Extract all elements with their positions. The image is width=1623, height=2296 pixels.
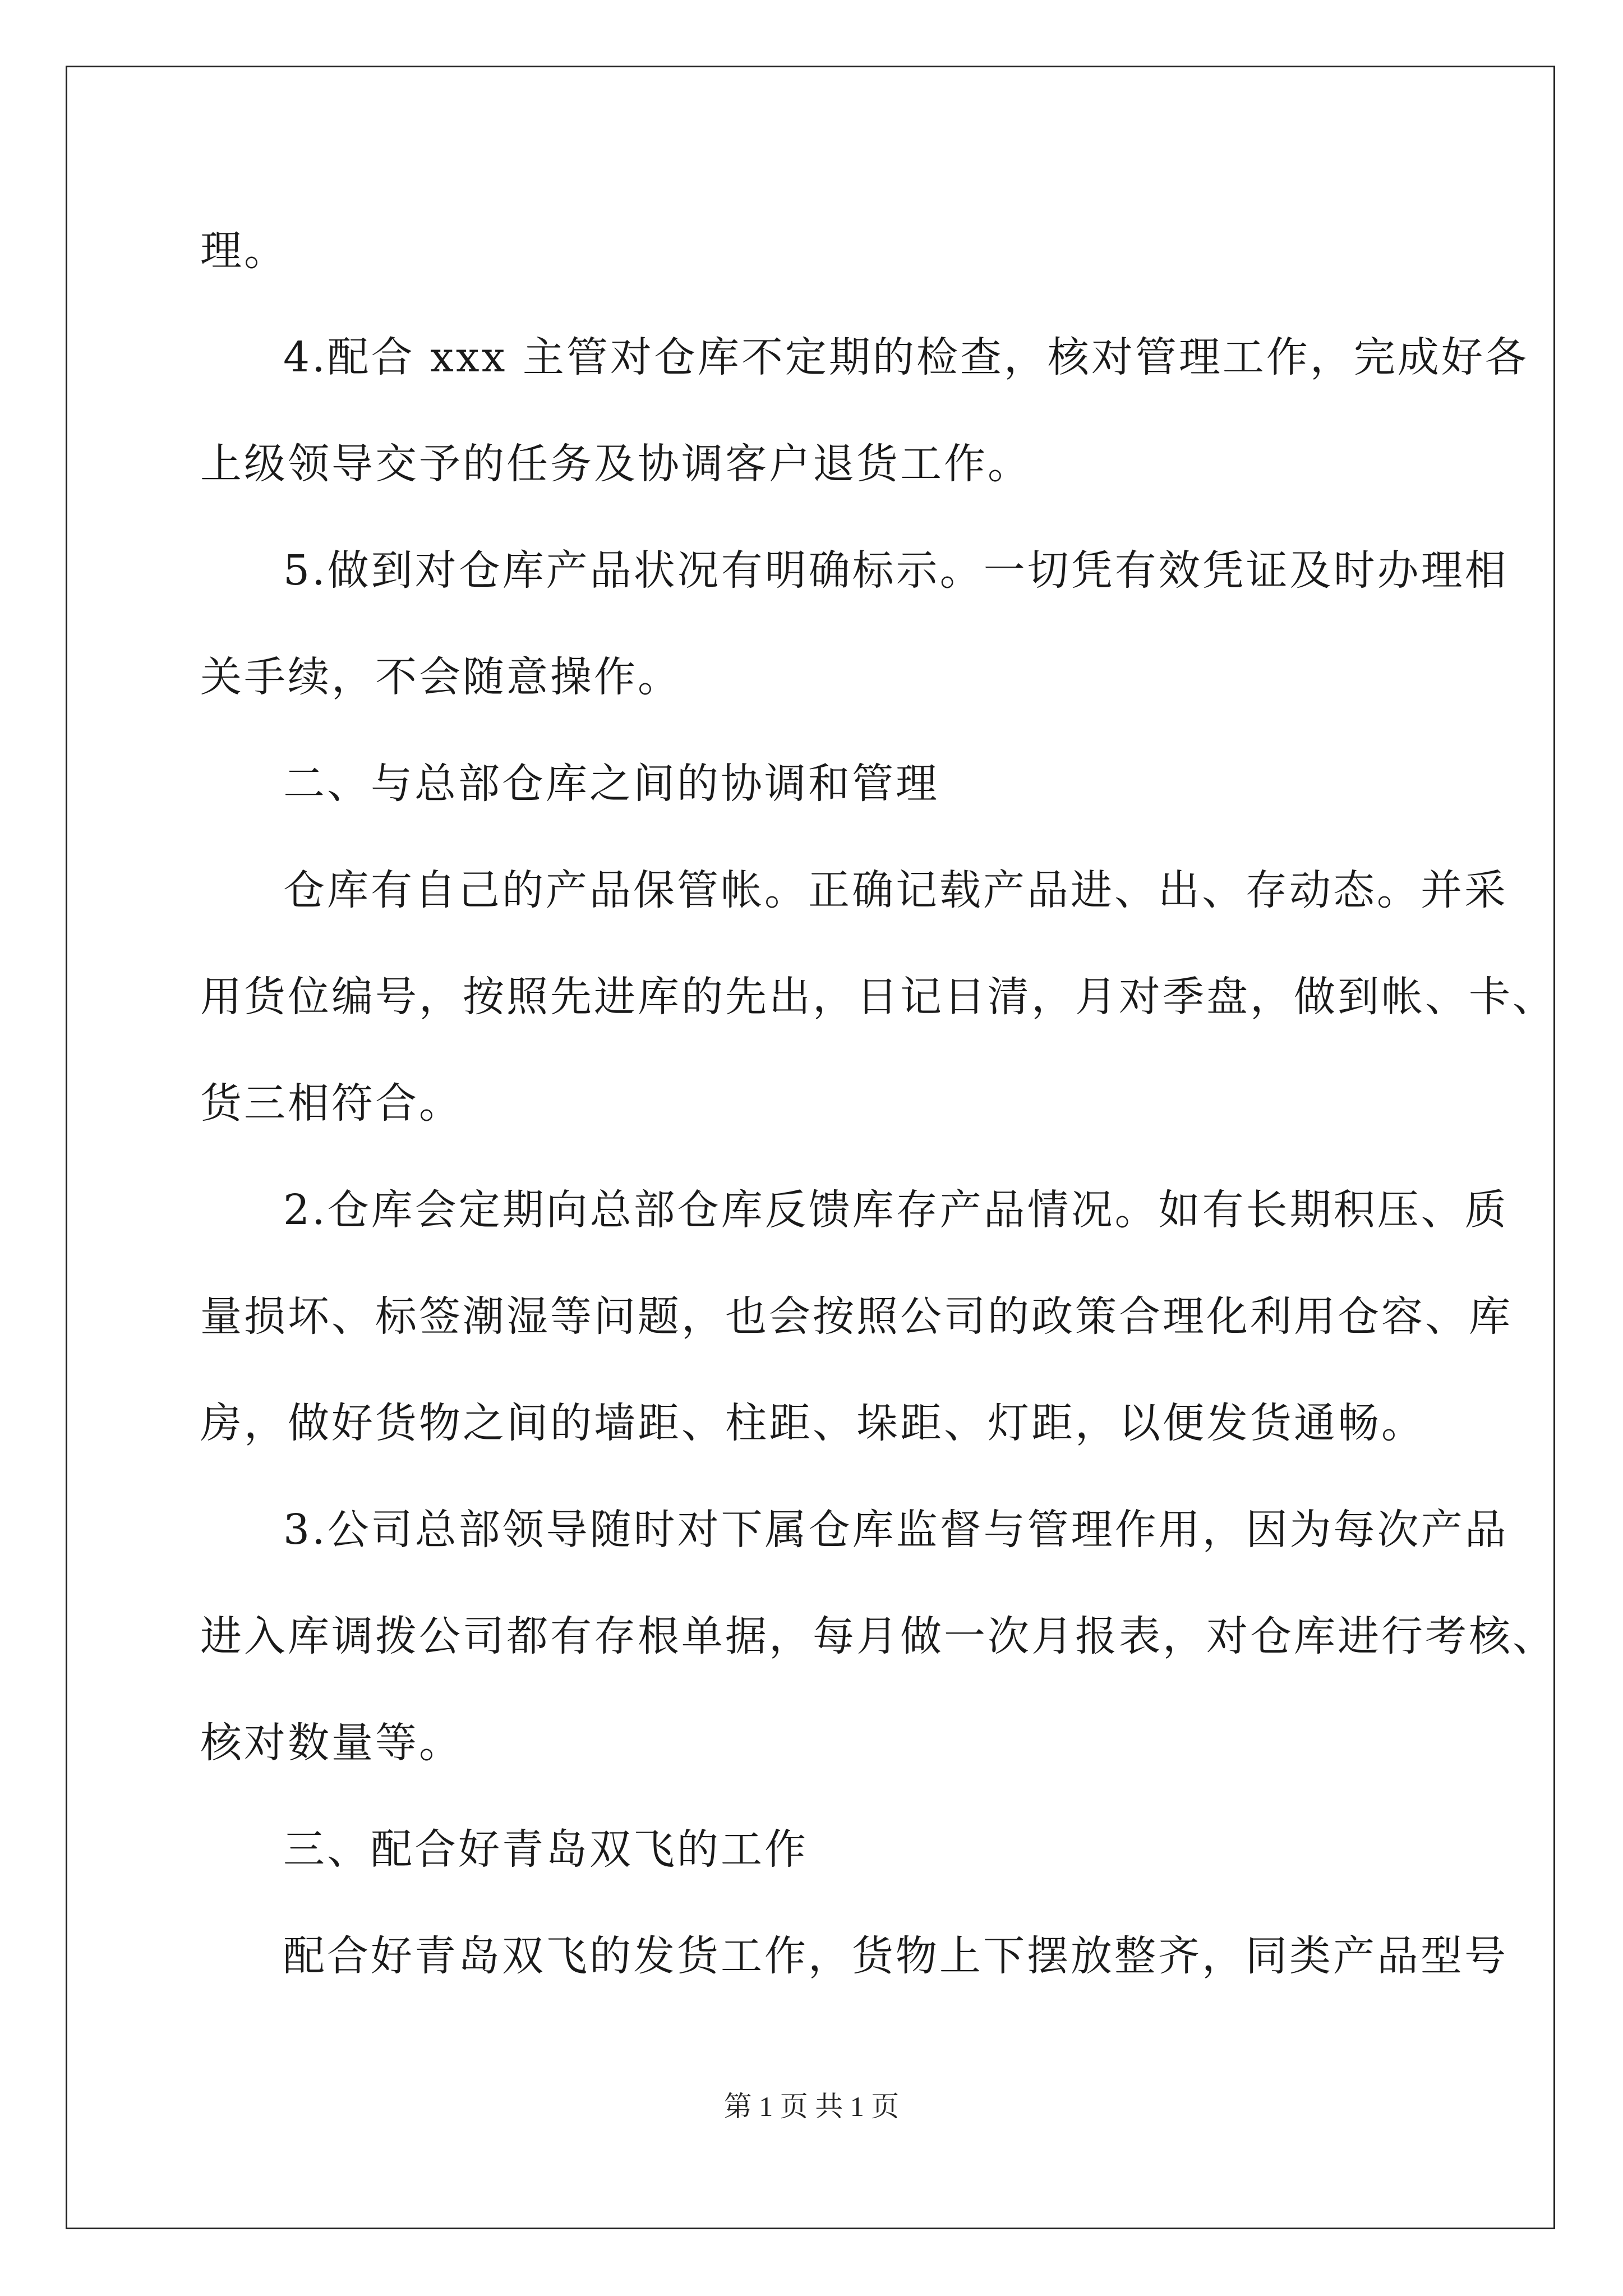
text-line: 仓库有自己的产品保管帐。正确记载产品进、出、存动态。并采 bbox=[283, 866, 1508, 914]
page-border bbox=[66, 66, 1555, 2229]
text-line: 4.配合 xxx 主管对仓库不定期的检查，核对管理工作，完成好各 bbox=[283, 333, 1529, 381]
page-number-footer: 第 1 页 共 1 页 bbox=[723, 2091, 900, 2122]
section-heading: 三、配合好青岛双飞的工作 bbox=[283, 1825, 808, 1874]
text-line: 房，做好货物之间的墙距、柱距、垛距、灯距，以便发货通畅。 bbox=[200, 1399, 1425, 1447]
text-line: 用货位编号，按照先进库的先出，日记日清，月对季盘，做到帐、卡、 bbox=[200, 973, 1556, 1021]
text-line: 关手续，不会随意操作。 bbox=[200, 653, 681, 701]
text-line: 货三相符合。 bbox=[200, 1079, 463, 1128]
text-line: 理。 bbox=[200, 227, 288, 275]
text-line: 进入库调拨公司都有存根单据，每月做一次月报表，对仓库进行考核、 bbox=[200, 1612, 1556, 1660]
text-line: 3.公司总部领导随时对下属仓库监督与管理作用，因为每次产品 bbox=[283, 1506, 1509, 1554]
text-line: 配合好青岛双飞的发货工作，货物上下摆放整齐，同类产品型号 bbox=[283, 1932, 1508, 1980]
text-line: 核对数量等。 bbox=[200, 1719, 463, 1767]
text-line: 量损坏、标签潮湿等问题，也会按照公司的政策合理化利用仓容、库 bbox=[200, 1292, 1513, 1341]
text-line: 2.仓库会定期向总部仓库反馈库存产品情况。如有长期积压、质 bbox=[283, 1186, 1509, 1234]
section-heading: 二、与总部仓库之间的协调和管理 bbox=[283, 760, 939, 808]
text-line: 5.做到对仓库产品状况有明确标示。一切凭有效凭证及时办理相 bbox=[283, 546, 1509, 595]
text-line: 上级领导交予的任务及协调客户退货工作。 bbox=[200, 440, 1031, 488]
